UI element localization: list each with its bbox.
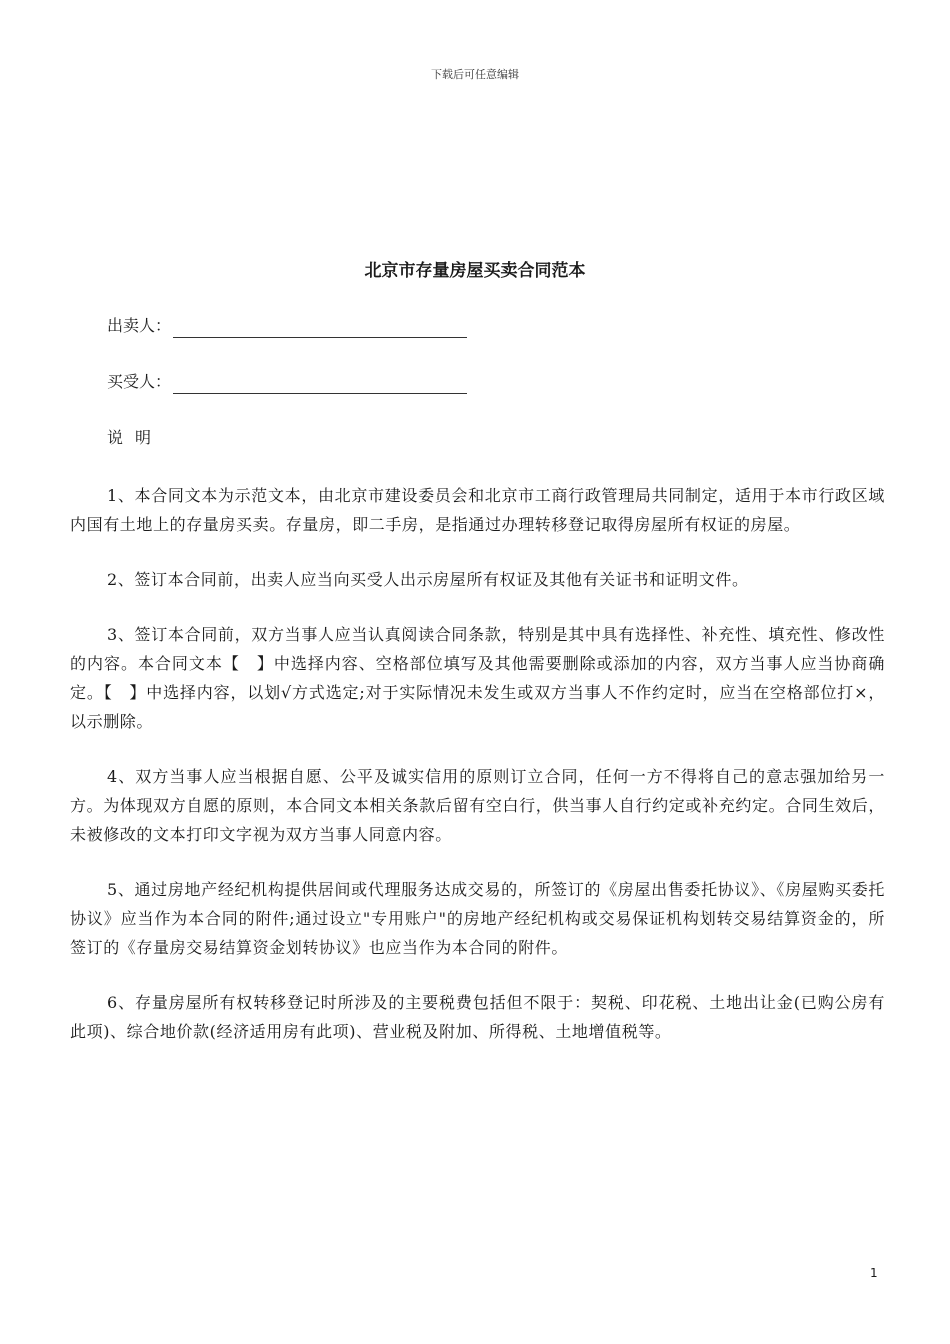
buyer-line — [107, 370, 467, 394]
explanation-paragraph-6: 6、存量房屋所有权转移登记时所涉及的主要税费包括但不限于：契税、印花税、土地出让金(已购公房有此项)、综合地价款(经济适用房有此项)、营业税及附加、所得税、土地增值税等。 — [70, 993, 885, 1041]
explanation-heading: 说明 — [107, 428, 164, 447]
explanation-paragraph-3: 3、签订本合同前，双方当事人应当认真阅读合同条款，特别是其中具有选择性、补充性、填充性、修改性的内容。本合同文本【 】中选择内容、空格部位填写及其他需要删除或添加的内容，双方当事人应当协商确定。【 】中选择内容，以划√方式选定;对于实际情况未发生或双方当事人不作约定时，应当在空格部位打×，以示删除。 — [70, 625, 885, 731]
header-note: 下载后可任意编辑 — [431, 68, 519, 81]
seller-label: 出卖人： — [107, 316, 172, 335]
page-title: 北京市存量房屋买卖合同范本 — [364, 261, 586, 281]
explanation-paragraph-1: 1、本合同文本为示范文本，由北京市建设委员会和北京市工商行政管理局共同制定，适用于本市行政区域内国有土地上的存量房买卖。存量房，即二手房，是指通过办理转移登记取得房屋所有权证的房屋。 — [70, 486, 885, 534]
buyer-label: 买受人： — [107, 372, 172, 391]
explanation-paragraph-2: 2、签订本合同前，出卖人应当向买受人出示房屋所有权证及其他有关证书和证明文件。 — [107, 570, 749, 589]
explanation-paragraph-5: 5、通过房地产经纪机构提供居间或代理服务达成交易的，所签订的《房屋出售委托协议》、《房屋购买委托协议》应当作为本合同的附件;通过设立"专用账户"的房地产经纪机构或交易保证机构划转交易结算资金的，所签订的《存量房交易结算资金划转协议》也应当作为本合同的附件。 — [70, 880, 885, 957]
seller-blank-field — [173, 317, 467, 338]
explanation-body — [70, 481, 885, 1072]
explanation-paragraph-4: 4、双方当事人应当根据自愿、公平及诚实信用的原则订立合同，任何一方不得将自己的意志强加给另一方。为体现双方自愿的原则，本合同文本相关条款后留有空白行，供当事人自行约定或补充约定。合同生效后，未被修改的文本打印文字视为双方当事人同意内容。 — [70, 767, 885, 844]
page-number: 1 — [870, 1266, 878, 1280]
buyer-blank-field — [173, 373, 467, 394]
seller-line — [107, 314, 467, 338]
